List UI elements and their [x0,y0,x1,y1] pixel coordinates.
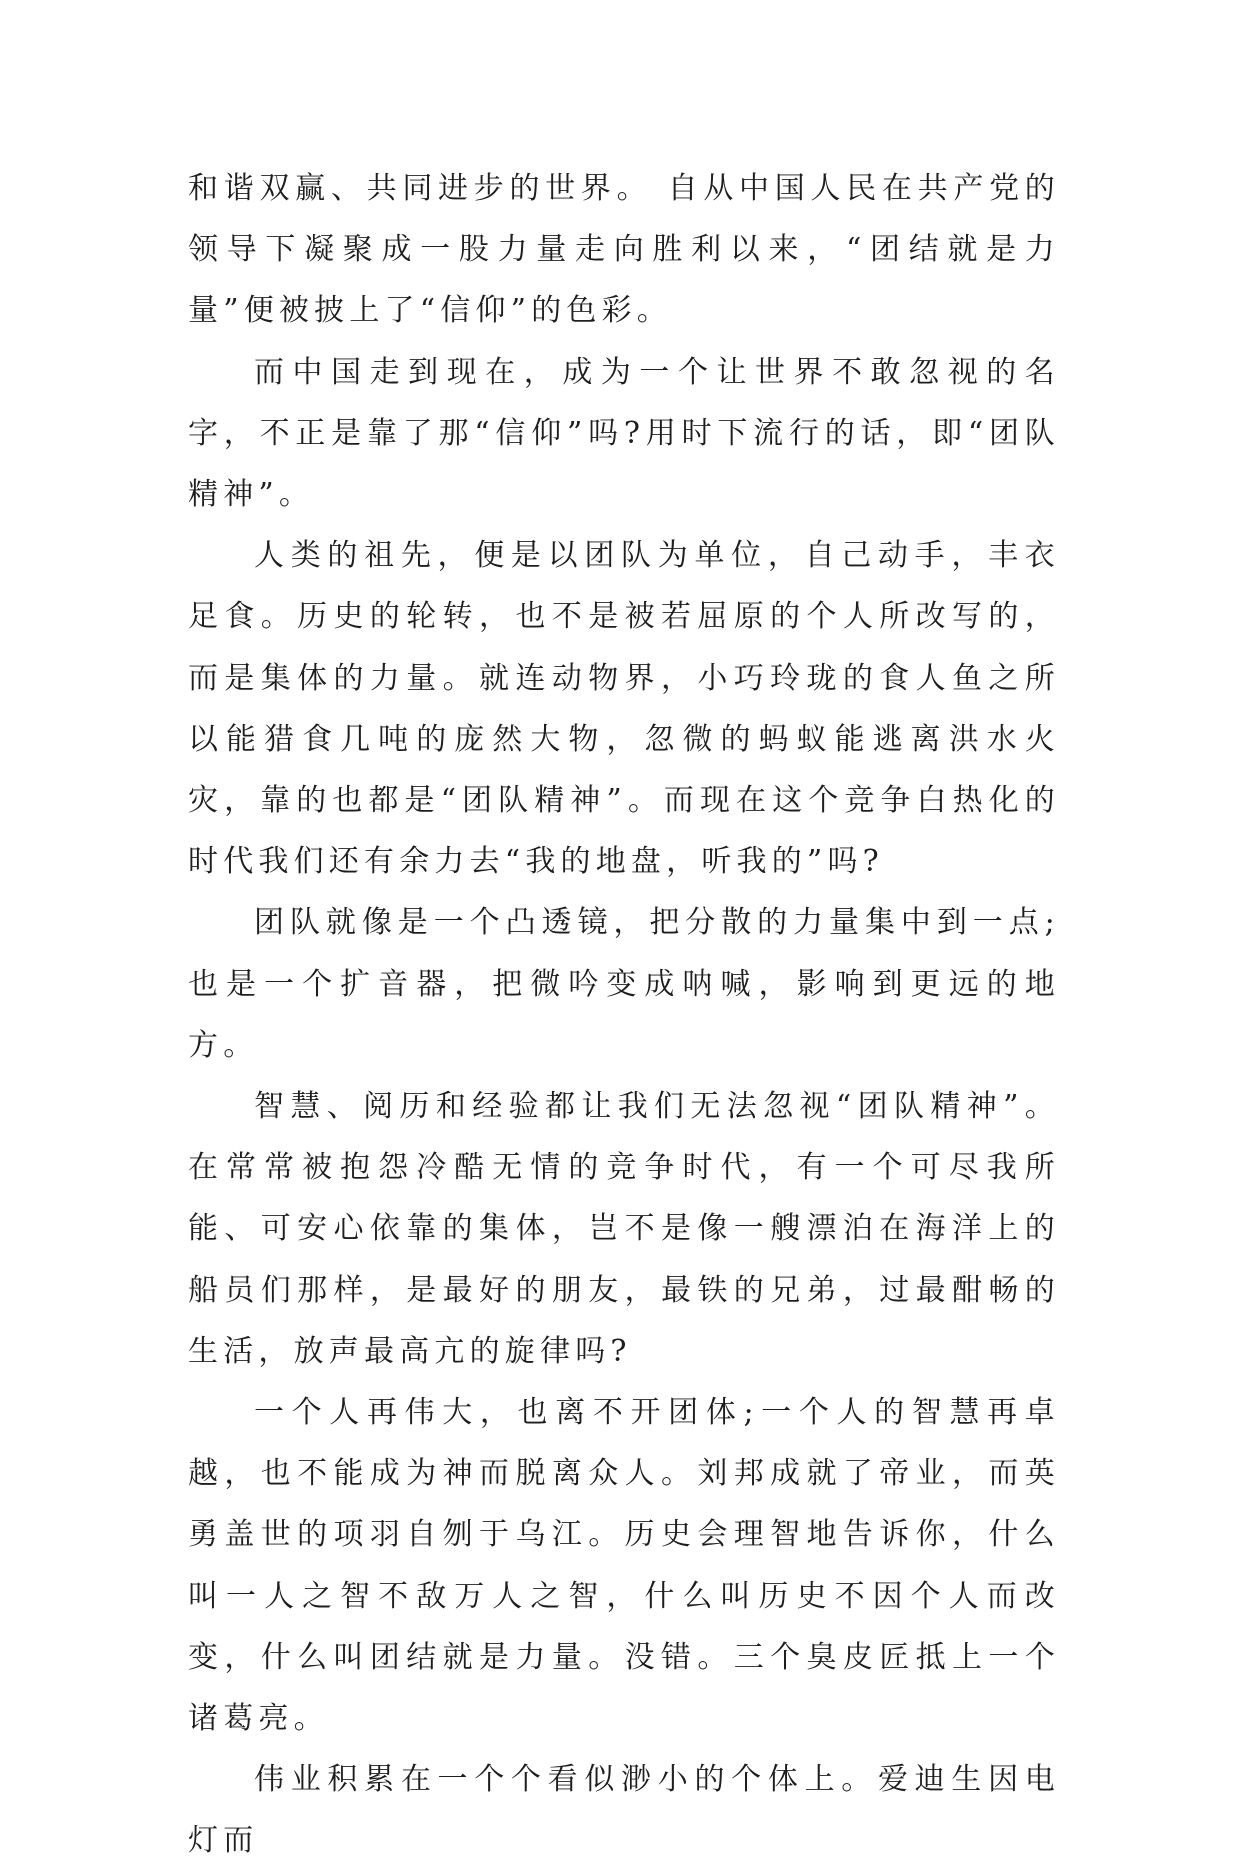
body-text [188,158,1060,1872]
paragraph-2: 而中国走到现在，成为一个让世界不敢忽视的名字，不正是靠了那“信仰”吗?用时下流行的话，即“团队精神”。 [188,354,1060,513]
paragraph-7: 伟业积累在一个个看似渺小的个体上。爱迪生因电灯而 [188,1762,1060,1859]
paragraph-4: 团队就像是一个凸透镜，把分散的力量集中到一点;也是一个扩音器，把微吟变成呐喊，影响到更远的地方。 [188,905,1060,1063]
paragraph-5: 智慧、阅历和经验都让我们无法忽视“团队精神”。在常常被抱怨冷酷无情的竞争时代，有一个可尽我所能、可安心依靠的集体，岂不是像一艘漂泊在海洋上的船员们那样，是最好的朋友，最铁的兄弟，过最酣畅的生活，放声最高亢的旋律吗? [188,1089,1060,1369]
paragraph-6: 一个人再伟大，也离不开团体;一个人的智慧再卓越，也不能成为神而脱离众人。刘邦成就了帝业，而英勇盖世的项羽自刎于乌江。历史会理智地告诉你，什么叫一人之智不敌万人之智，什么叫历史不因个人而改变，什么叫团结就是力量。没错。三个臭皮匠抵上一个诸葛亮。 [188,1395,1060,1737]
paragraph-1: 和谐双赢、共同进步的世界。 自从中国人民在共产党的领导下凝聚成一股力量走向胜利以来，“团结就是力量”便被披上了“信仰”的色彩。 [188,171,1060,329]
paragraph-3: 人类的祖先，便是以团队为单位，自己动手，丰衣足食。历史的轮转，也不是被若屈原的个人所改写的，而是集体的力量。就连动物界，小巧玲珑的食人鱼之所以能猎食几吨的庞然大物，忽微的蚂蚁能逃离洪水火灾，靠的也都是“团队精神”。而现在这个竞争白热化的时代我们还有余力去“我的地盘，听我的”吗? [188,538,1060,880]
